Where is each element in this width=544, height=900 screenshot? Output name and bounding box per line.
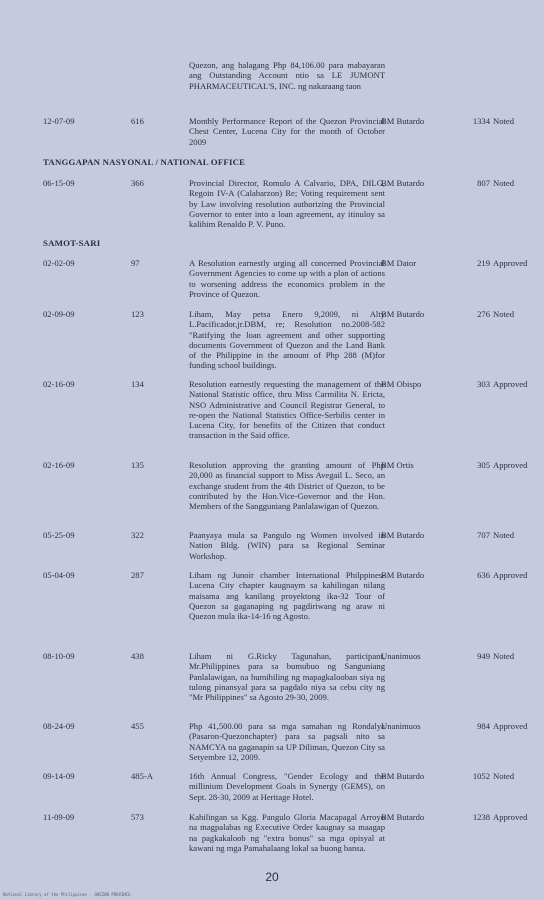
row-number: 135 bbox=[131, 460, 144, 470]
row-number: 134 bbox=[131, 379, 144, 389]
row-description: Kahilingan sa Kgg. Pangulo Gloria Macapagal Arroyo na magpalabas ng Executive Order kaugnay sa maagap na pagkakaloob ng "extra bonus" sa mga opisyal at kawani ng mga Pamahalaang lokal sa buong bansa. bbox=[189, 812, 385, 853]
row-ref: 984 bbox=[477, 721, 490, 731]
row-date: 09-14-09 bbox=[43, 771, 75, 781]
row-number: 573 bbox=[131, 812, 144, 822]
row-description: Liham, May petsa Enero 9,2009, ni Alty L.Pacificador,jr.DBM, re; Resolution no.2008-582 "Ratifying the loan agreement and other supporting documents Government of Quezon and the Land Bank of the Philippine in the amount of Php 288 (M)for funding school buildings. bbox=[189, 309, 385, 371]
row-description: 16th Annual Congress, "Gender Ecology and the millinium Development Goals in Synergy (GEMS), on Sept. 28-30, 2009 at Heritage Hotel. bbox=[189, 771, 385, 802]
row-ref: 949 bbox=[477, 651, 490, 661]
row-description: Provincial Director, Romulo A Calvario, DPA, DILG, Regoin IV-A (Calabarzon) Re; Voting requirement sent by Law involving resolution authorizing the Provincial Governor to enter into a loan agreement, ay itinuloy sa kalihim Renaldo P. V. Puno. bbox=[189, 178, 385, 230]
row-ref: 807 bbox=[477, 178, 490, 188]
row-action: Approved bbox=[493, 721, 528, 731]
row-action: Noted bbox=[493, 178, 515, 188]
row-date: 05-25-09 bbox=[43, 530, 75, 540]
row-action: Approved bbox=[493, 258, 528, 268]
row-action: Noted bbox=[493, 116, 515, 126]
row-number: 616 bbox=[131, 116, 144, 126]
row-sponsor: Unanimuos bbox=[381, 721, 421, 731]
row-number: 485-A bbox=[131, 771, 153, 781]
row-ref: 1238 bbox=[472, 812, 490, 822]
page-number: 20 bbox=[265, 870, 279, 884]
row-action: Noted bbox=[493, 651, 515, 661]
row-number: 322 bbox=[131, 530, 144, 540]
row-description: Resolution approving the granting amount of Php 20,000 as financial support to Miss Avegail L. Seco, an exchange student from the 4th District of Quezon, to be contributed by the Hon.Vice-Governor and the Hon. Members of the Sangguniang Panlalawigan of Quezon. bbox=[189, 460, 385, 512]
row-action: Approved bbox=[493, 812, 528, 822]
row-action: Noted bbox=[493, 530, 515, 540]
row-description: Liham ng Junoir chamber International Philppines-Lucena City chapter kaugnaym sa kahilingan nilang maisama ang kanilang proyektong ika-32 Tour of Quezon sa gaganaping ng pagdiriwang ng araw ni Quezon mula ika-14-16 ng Agosto. bbox=[189, 570, 385, 622]
row-description: Resolution earnestly requesting the management of the National Statistic office, thru Miss Carmilita N. Ericta, NSO Administrative and Council Registrar General, to re-open the National Statistics Office-Serbilis center in Lucena City, for benefits of the Citizen that conduct transaction in the Said office. bbox=[189, 379, 385, 441]
row-ref: 276 bbox=[477, 309, 490, 319]
row-date: 02-16-09 bbox=[43, 379, 75, 389]
row-action: Approved bbox=[493, 460, 528, 470]
row-sponsor: BM Butardo bbox=[381, 530, 425, 540]
row-date: 12-07-09 bbox=[43, 116, 75, 126]
row-number: 455 bbox=[131, 721, 144, 731]
row-sponsor: BM Obispo bbox=[381, 379, 422, 389]
row-ref: 303 bbox=[477, 379, 490, 389]
row-sponsor: BM Butardo bbox=[381, 116, 425, 126]
row-description: Monthly Performance Report of the Quezon Provincial Chest Center, Lucena City for the month of October 2009 bbox=[189, 116, 385, 147]
row-date: 02-02-09 bbox=[43, 258, 75, 268]
row-date: 05-04-09 bbox=[43, 570, 75, 580]
row-ref: 707 bbox=[477, 530, 490, 540]
row-action: Approved bbox=[493, 379, 528, 389]
row-sponsor: Unanimuos bbox=[381, 651, 421, 661]
row-sponsor: BM Ortis bbox=[381, 460, 414, 470]
row-ref: 219 bbox=[477, 258, 490, 268]
row-action: Noted bbox=[493, 309, 515, 319]
row-sponsor: BM Butardo bbox=[381, 309, 425, 319]
row-number: 366 bbox=[131, 178, 144, 188]
row-date: 08-24-09 bbox=[43, 721, 75, 731]
row-date: 02-09-09 bbox=[43, 309, 75, 319]
row-action: Approved bbox=[493, 570, 528, 580]
row-description: A Resolution earnestly urging all concerned Provincial Government Agencies to come up with a plan of actions to worsening address the economics problem in the Province of Quezon. bbox=[189, 258, 385, 299]
row-date: 06-15-09 bbox=[43, 178, 75, 188]
row-date: 08-10-09 bbox=[43, 651, 75, 661]
row-description: Php 41,500.00 para sa mga samahan ng Rondalya (Pasaron-Quezonchapter) para sa pagsali nito sa NAMCYA na gaganapin sa UP Diliman, Quezon City sa Setyembre 12, 2009. bbox=[189, 721, 385, 762]
row-ref: 1052 bbox=[472, 771, 490, 781]
continued-description: Quezon, ang halagang Php 84,106.00 para mabayaran ang Outstanding Account ntio sa LE JUMONT PHARMACEUTICAL'S, INC. ng nakaraang taon bbox=[189, 60, 385, 91]
archive-footer: National Library of the Philippines · QUEZON PROVINCE bbox=[3, 892, 131, 897]
row-ref: 305 bbox=[477, 460, 490, 470]
row-date: 02-16-09 bbox=[43, 460, 75, 470]
row-description: Liham ni G.Ricky Tagunahan, participant, Mr.Philippines para sa bumubuo ng Sanguniang Panlalawigan, na humihiling ng mapagkalooban siya ng tulong pinansyal para sa pagdalo niya sa cebu city ng "Mr Philippines" sa Agosto 29-30, 2009. bbox=[189, 651, 385, 703]
row-description: Paanyaya mula sa Pangulo ng Women involved in Nation Bldg. (WIN) para sa Regional Seminar Workshop. bbox=[189, 530, 385, 561]
row-sponsor: BM Butardo bbox=[381, 178, 425, 188]
row-sponsor: BM Dator bbox=[381, 258, 417, 268]
row-number: 287 bbox=[131, 570, 144, 580]
row-date: 11-09-09 bbox=[43, 812, 75, 822]
row-number: 123 bbox=[131, 309, 144, 319]
row-sponsor: BM Butardo bbox=[381, 812, 425, 822]
row-sponsor: BM Butardo bbox=[381, 771, 425, 781]
row-action: Noted bbox=[493, 771, 515, 781]
section-heading-national: TANGGAPAN NASYONAL / NATIONAL OFFICE bbox=[43, 157, 246, 167]
row-ref: 1334 bbox=[472, 116, 490, 126]
row-number: 97 bbox=[131, 258, 140, 268]
section-heading-misc: SAMOT-SARI bbox=[43, 238, 101, 248]
row-number: 438 bbox=[131, 651, 144, 661]
row-sponsor: BM Butardo bbox=[381, 570, 425, 580]
row-ref: 636 bbox=[477, 570, 490, 580]
